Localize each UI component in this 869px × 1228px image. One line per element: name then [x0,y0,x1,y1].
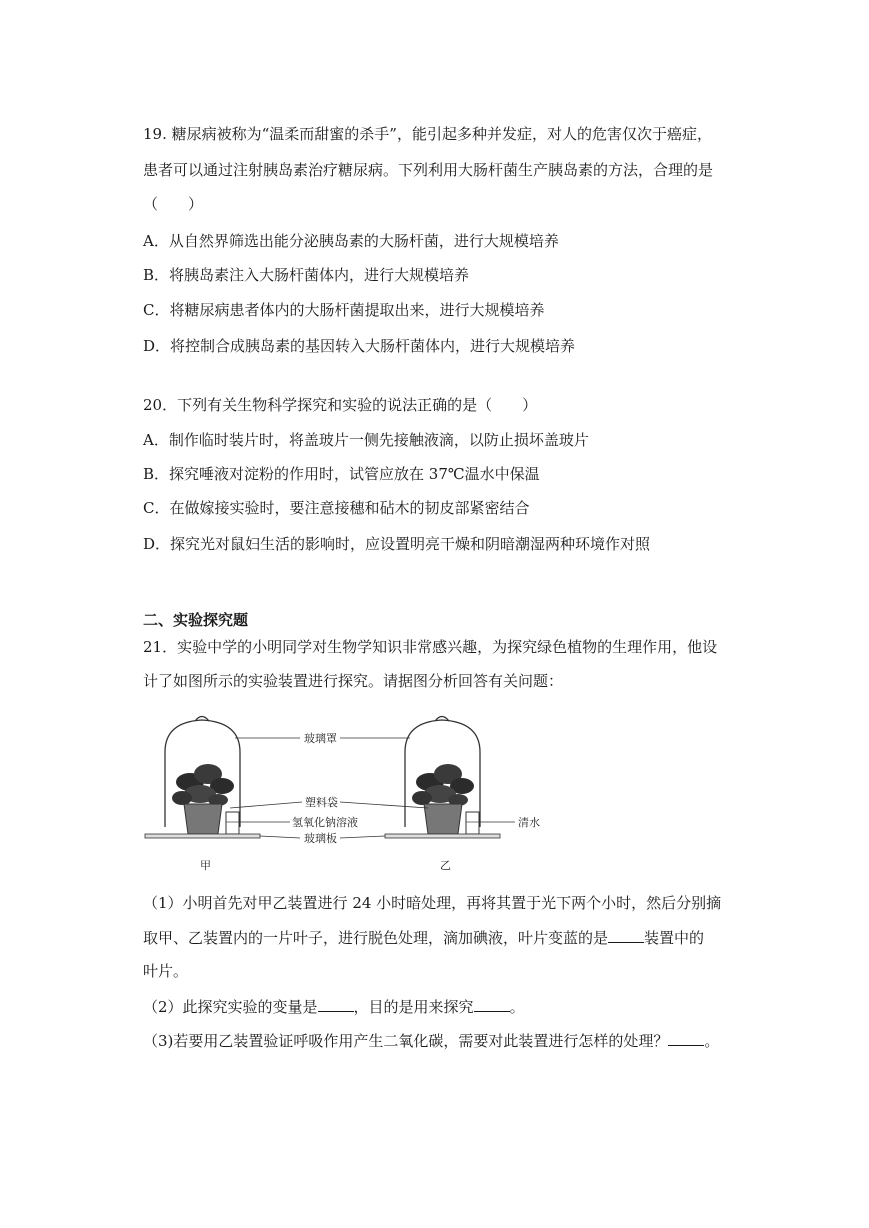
q20-option-c: C．在做嫁接实验时，要注意接穗和砧木的韧皮部紧密结合 [143,499,530,517]
q21-sub1-line2-text-b: 装置中的 [644,929,705,947]
q19-option-b: B．将胰岛素注入大肠杆菌体内，进行大规模培养 [143,266,470,284]
q20-stem: 20．下列有关生物科学探究和实验的说法正确的是（ ） [143,396,538,414]
q21-stem-line2: 计了如图所示的实验装置进行探究。请据图分析回答有关问题： [143,672,564,690]
flowerpot-left [184,804,222,834]
answer-blank-2[interactable] [318,997,354,1012]
q19-option-c: C．将糖尿病患者体内的大肠杆菌提取出来，进行大规模培养 [143,301,545,319]
q21-sub1-line2 [143,928,704,948]
q21-stem-line1: 21．实验中学的小明同学对生物学知识非常感兴趣，为探究绿色植物的生理作用，他设 [143,638,718,656]
answer-blank-1[interactable] [608,928,644,943]
apparatus-jia [145,717,260,839]
label-plastic-bag: 塑料袋 [305,796,338,809]
answer-blank-4[interactable] [668,1031,704,1046]
section-title: 二、实验探究题 [143,611,249,629]
q19-option-a: A．从自然界筛选出能分泌胰岛素的大肠杆菌，进行大规模培养 [143,232,559,250]
q19-stem-line1: 19. 糖尿病被称为“温柔而甜蜜的杀手”，能引起多种并发症，对人的危害仅次于癌症， [143,125,712,143]
label-glass-cover: 玻璃罩 [304,732,337,745]
q21-sub2-text-c: 。 [509,998,525,1016]
q21-sub3 [143,1031,719,1051]
label-clear-water: 清水 [518,816,540,829]
q21-sub1-line3: 叶片。 [143,962,189,980]
plant-left [172,764,234,806]
beaker-right [466,812,479,834]
label-glass-plate: 玻璃板 [304,832,337,845]
q21-sub3-text-a: （3)若要用乙装置验证呼吸作用产生二氧化碳，需要对此装置进行怎样的处理？ [143,1032,669,1050]
q19-stem-line2: 患者可以通过注射胰岛素治疗糖尿病。下列利用大肠杆菌生产胰岛素的方法，合理的是 [143,161,714,179]
answer-blank-3[interactable] [474,997,510,1012]
flowerpot-right [424,804,462,834]
q21-sub2-text-b: ，目的是用来探究 [353,998,474,1016]
q21-sub1-line2-text-a: 取甲、乙装置内的一片叶子，进行脱色处理，滴加碘液，叶片变蓝的是 [143,929,609,947]
label-naoh-solution: 氢氧化钠溶液 [292,816,358,829]
plant-right [412,764,474,806]
experiment-figure [140,712,560,882]
q20-option-d: D．探究光对鼠妇生活的影响时，应设置明亮干燥和阴暗潮湿两种环境作对照 [143,535,651,553]
q21-sub2 [143,997,525,1017]
q19-stem-line3: （ ） [143,195,204,213]
label-yi: 乙 [440,859,451,872]
q21-sub1-line1: （1）小明首先对甲乙装置进行 24 小时暗处理，再将其置于光下两个小时，然后分别摘 [143,894,722,912]
apparatus-yi [385,717,500,839]
glass-plate-right [385,834,500,838]
glass-plate-left [145,834,260,838]
beaker-left [226,812,239,834]
q21-sub3-text-b: 。 [704,1032,720,1050]
label-jia: 甲 [200,859,211,872]
q20-option-b: B．探究唾液对淀粉的作用时，试管应放在 37℃温水中保温 [143,465,540,483]
q19-option-d: D．将控制合成胰岛素的基因转入大肠杆菌体内，进行大规模培养 [143,337,576,355]
q21-sub2-text-a: （2）此探究实验的变量是 [143,998,318,1016]
q20-option-a: A．制作临时装片时，将盖玻片一侧先接触液滴，以防止损坏盖玻片 [143,431,589,449]
